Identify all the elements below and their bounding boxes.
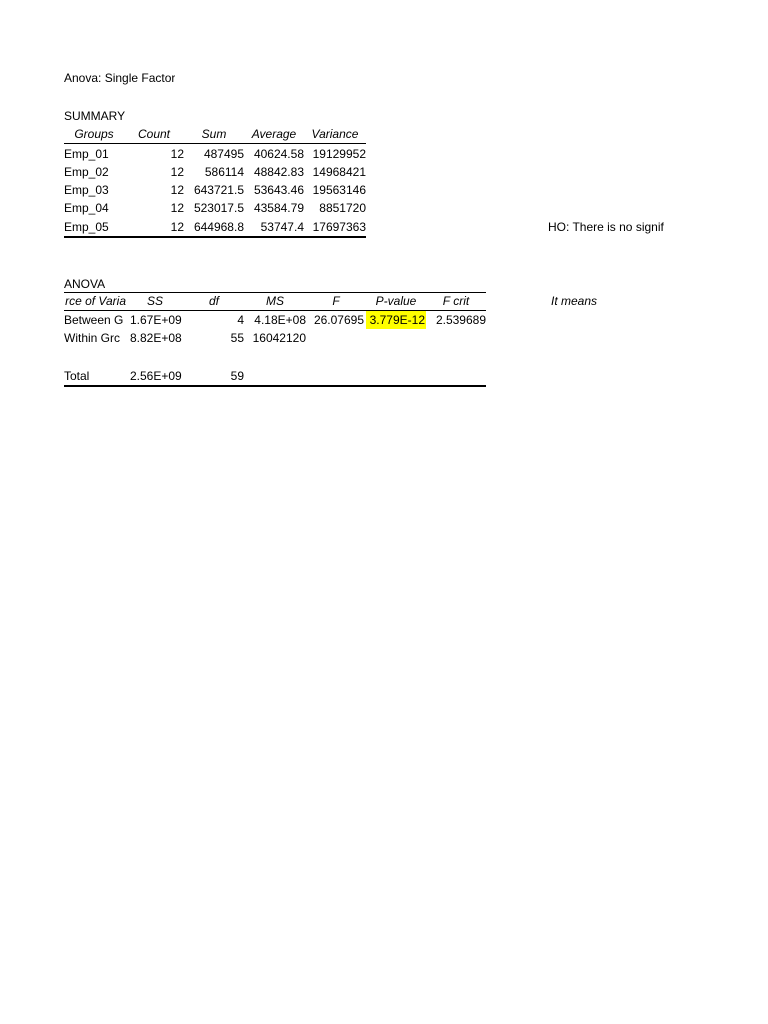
anova-label: ANOVA (64, 277, 106, 291)
summary-bottom-rule (64, 236, 366, 238)
summary-header-count: Count (137, 127, 171, 141)
summary-average: 48842.83 (253, 165, 304, 179)
anova-source: Within Grc (64, 331, 121, 345)
anova-header-f-crit: F crit (442, 294, 470, 308)
summary-sum: 586114 (204, 165, 244, 179)
summary-average: 53747.4 (260, 220, 304, 234)
summary-variance: 19129952 (312, 147, 366, 161)
anova-bottom-rule (64, 385, 486, 387)
summary-group-name: Emp_05 (64, 220, 109, 234)
summary-header-sum: Sum (201, 127, 227, 141)
summary-variance: 8851720 (319, 201, 366, 215)
anova-ms: 16042120 (252, 331, 306, 345)
anova-ss: 8.82E+08 (130, 331, 182, 345)
anova-header-f: F (332, 294, 340, 308)
anova-df: 55 (230, 331, 244, 345)
summary-label: SUMMARY (64, 109, 126, 123)
anova-f: 26.07695 (313, 313, 364, 327)
anova-p-value: 3.779E-12 (366, 311, 426, 329)
anova-header-ms: MS (266, 294, 284, 308)
anova-header-p-value: P-value (375, 294, 417, 308)
summary-sum: 487495 (203, 147, 244, 161)
anova-df: 4 (237, 313, 244, 327)
anova-total-label: Total (64, 369, 90, 383)
summary-group-name: Emp_02 (64, 165, 109, 179)
anova-header-source: rce of Varia (65, 294, 126, 308)
summary-group-name: Emp_03 (64, 183, 109, 197)
summary-average: 43584.79 (253, 201, 304, 215)
summary-sum: 523017.5 (193, 201, 244, 215)
sheet-title: Anova: Single Factor (64, 71, 176, 85)
summary-count: 12 (170, 183, 184, 197)
anova-ms: 4.18E+08 (254, 313, 306, 327)
summary-sum: 644968.8 (193, 220, 244, 234)
summary-count: 12 (170, 147, 184, 161)
anova-header-df: df (208, 294, 219, 308)
summary-count: 12 (170, 220, 184, 234)
anova-source: Between G (64, 313, 124, 327)
summary-sum: 643721.5 (193, 183, 244, 197)
summary-count: 12 (170, 165, 184, 179)
summary-header-variance: Variance (311, 127, 359, 141)
summary-header-rule (64, 143, 366, 144)
hypothesis-note: HO: There is no signif (548, 220, 664, 234)
summary-header-average: Average (251, 127, 297, 141)
summary-variance: 17697363 (312, 220, 366, 234)
summary-variance: 19563146 (312, 183, 366, 197)
summary-group-name: Emp_04 (64, 201, 109, 215)
anova-f-crit: 2.539689 (435, 313, 486, 327)
meaning-note: It means (551, 294, 598, 308)
anova-total-ss: 2.56E+09 (130, 369, 182, 383)
summary-count: 12 (170, 201, 184, 215)
anova-total-df: 59 (230, 369, 244, 383)
anova-header-ss: SS (146, 294, 163, 308)
summary-group-name: Emp_01 (64, 147, 109, 161)
summary-average: 40624.58 (253, 147, 304, 161)
summary-variance: 14968421 (312, 165, 366, 179)
summary-average: 53643.46 (253, 183, 304, 197)
anova-ss: 1.67E+09 (130, 313, 182, 327)
summary-header-groups: Groups (74, 127, 114, 141)
